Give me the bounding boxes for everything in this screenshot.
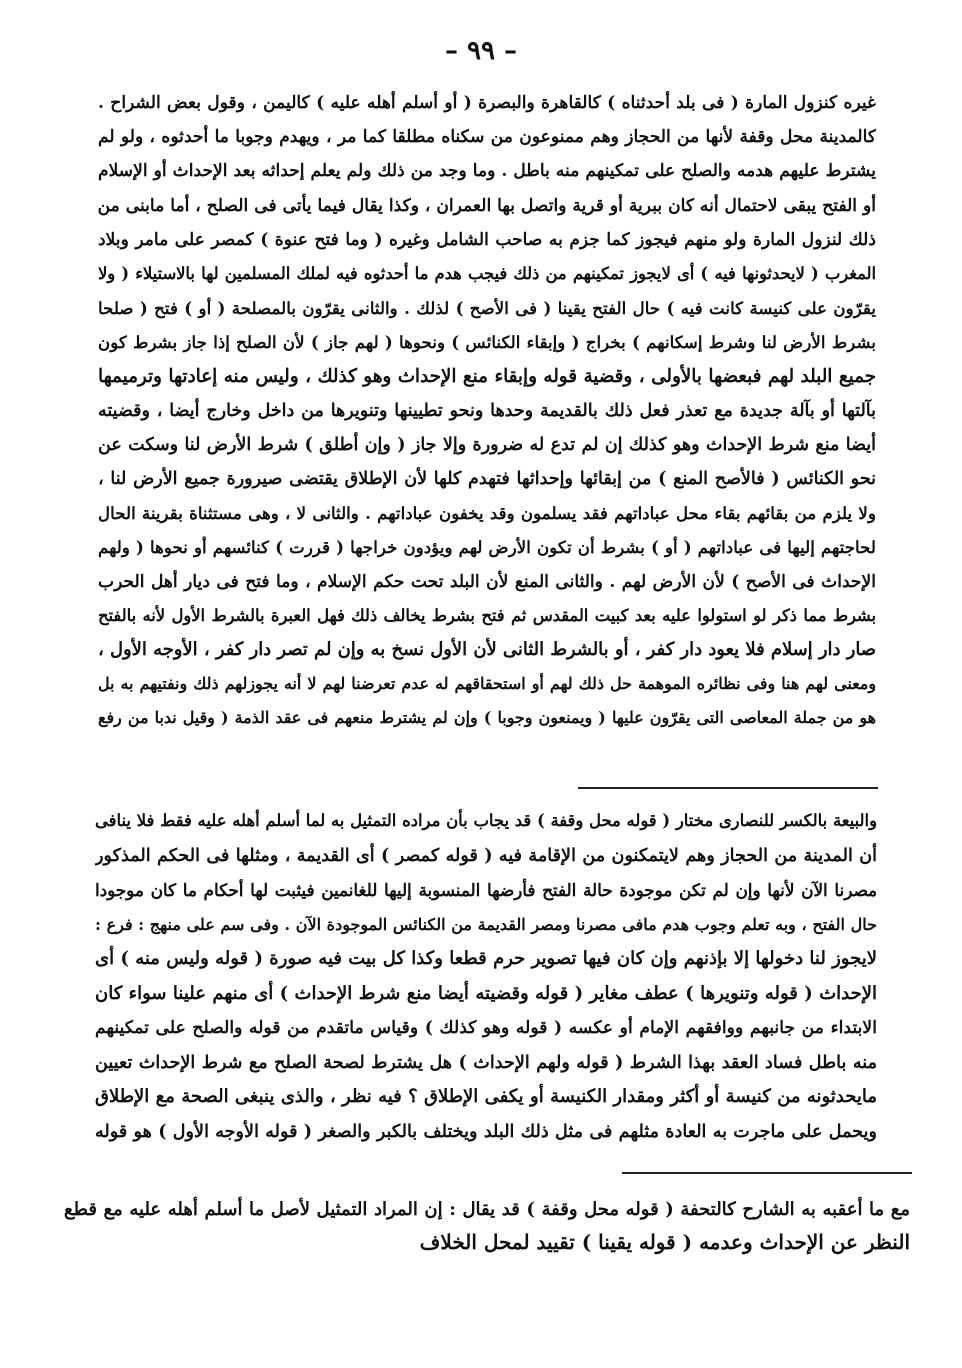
commentary-line: مصرنا الآن لأنها وإن لم تكن موجودة حالة الفتح فأرضها المنسوبة إليها للغانمين فيثبت لها أحكام ما كان موجودا (95, 880, 877, 900)
secondary-line: مع ما أعقبه به الشارح كالتحفة ( قوله محل وقفة ) قد يقال : إن المراد التمثيل لأصل ما أسلم أهله عليه مع قطع (64, 1199, 910, 1220)
commentary-line: منه باطل فساد العقد بهذا الشرط ( قوله ولهم الإحداث ) هل يشترط لصحة الصلح مع شرط الإحداث تعيين (95, 1051, 877, 1073)
main-text (98, 86, 876, 736)
main-line: نحو الكنائس ( فالأصح المنع ) من إبقائها وإحداثها فتهدم كلها لأن الإطلاق يقتضى صيرورة جميع الأرض لنا ، (98, 469, 876, 490)
secondary-notes (64, 1194, 910, 1258)
commentary-line: أن المدينة من الحجاز وهم لايتمكنون من الإقامة فيه ( قوله كمصر ) أى القديمة ، ومثلها فى الحكم المذكور (95, 844, 877, 866)
main-line: يشترط عليهم هدمه والصلح على تمكينهم منه باطل . وما وجد من ذلك ولم يعلم إحداثه بعد الإحداث أو الإسلام (98, 161, 876, 182)
main-line: بآلتها أو بآلة جديدة مع تعذر فعل ذلك بالقديمة وحدها ونحو تطيينها وتنويرها من داخل وخارج أيضا ، وقضيته (98, 400, 876, 421)
main-line: بشرط الأرض لنا وشرط إسكانهم ) بخراج ( وإبقاء الكنائس ) ونحوها ( لهم جاز ) لأن الصلح إذا جاز بشرط كون (98, 332, 876, 353)
page-number: – ٩٩ – (444, 36, 518, 66)
main-line: هو من جملة المعاصى التى يقرّون عليها ( ويمنعون وجوبا ) وإن لم يشترط منعهم فى عقد الذمة ( وقيل ندبا من رفع (98, 708, 876, 728)
main-line: ذلك لنزول المارة ولو منهم فيجوز كما جزم به صاحب الشامل وغيره ( وما فتح عنوة ) كمصر على مامر وبلاد (98, 229, 876, 250)
main-line: غيره كنزول المارة ( فى بلد أحدثناه ) كالقاهرة والبصرة ( أو أسلم أهله عليه ) كاليمن ، وقول بعض الشراح . (98, 93, 876, 113)
main-line: جميع البلد لهم فبعضها بالأولى ، وقضية قوله وإبقاء منع الإحداث وهو كذلك ، وليس منه إعادتها وترميمها (98, 365, 876, 387)
commentary-notes (95, 804, 877, 1149)
commentary-line: الإحداث ( قوله وتنويرها ) عطف مغاير ( قوله وقضيته أيضا منع شرط الإحداث ) أى منهم علينا سواء كان (95, 982, 877, 1004)
commentary-line: ويحمل على ماجرت به العادة مثلهم فى مثل ذلك البلد ويختلف بالكبر والصغر ( قوله الأوجه الأول ) هو قوله (95, 1120, 877, 1142)
main-line: يقرّون على كنيسة كانت فيه ) حال الفتح يقينا ( فى الأصح ) لذلك . والثانى يقرّون بالمصلحة ( أو ) فتح ( صلحا (98, 298, 876, 319)
commentary-line: الابتداء من جانبهم ووافقهم الإمام أو عكسه ( قوله وهو كذلك ) وقياس ماتقدم من قوله والصلح على تمكينهم (95, 1018, 877, 1038)
second-footnote-divider (622, 1172, 912, 1174)
commentary-line: حال الفتح ، وبه تعلم وجوب هدم مافى مصرنا ومصر القديمة من الكنائس الموجودة الآن . وفى سم على منهج : فرع : (95, 914, 877, 934)
main-line: أو الفتح يبقى لاحتمال أنه كان ببرية أو قرية واتصل بها العمران ، وكذا يقال فيما يأتى فى الصلح ، أما مابنى من (98, 195, 876, 216)
main-line: كالمدينة محل وقفة لأنها من الحجاز وهم ممنوعون من سكناه مطلقا كما مر ، ويهدم وجوبا ما أحدثوه ، ولو لم (98, 127, 876, 148)
main-line: صار دار إسلام فلا يعود دار كفر ، أو بالشرط الثانى لأن الأول نسخ به وإن لم تصر دار كفر ، الأوجه الأول ، (98, 639, 876, 660)
commentary-line: لايجوز لنا دخولها إلا بإذنهم وإن كان فيها تصوير حرم قطعا وكذا كل بيت فيه صورة ( قوله وليس منه ) أى (95, 948, 877, 969)
secondary-line: النظر عن الإحداث وعدمه ( قوله يقينا ) تقييد لمحل الخلاف (419, 1230, 910, 1254)
main-line: ومعنى لهم هنا وفى نظائره الموهمة حل ذلك لهم أو استحقاقهم له عدم تعرضنا لهم لا أنه يجوزلهم ذلك ونفتيهم به بل (98, 674, 876, 694)
main-line: أيضا منع شرط الإحداث وهو كذلك إن لم تدع له ضرورة وإلا جاز ( وإن أطلق ) شرط الأرض لنا وسكت عن (98, 434, 876, 455)
main-line: ولا يلزم من بقائهم بقاء محل عباداتهم فقد يسلمون وقد يخفون عباداتهم . والثانى لا ، وهى مستثناة بقرينة الحال (98, 503, 876, 524)
footnote-divider (578, 787, 878, 789)
commentary-line: مايحدثونه من كنيسة أو أكثر ومقدار الكنيسة أو يكفى الإطلاق ؟ فيه نظر ، والذى ينبغى الصحة مع الإطلاق (95, 1086, 877, 1107)
main-line: المغرب ( لايحدثونها فيه ) أى لايجوز تمكينهم من ذلك فيجب هدم ما أحدثوه فيه لملك المسلمين لها بالاستيلاء ( ولا (98, 263, 876, 283)
main-line: لحاجتهم إليها فى عباداتهم ( أو ) بشرط أن تكون الأرض لهم ويؤدون خراجها ( قررت ) كنائسهم أو نحوها ( ولهم (98, 537, 876, 558)
main-line: بشرط مما ذكر لو استولوا عليه بعد كبيت المقدس ثم فتح بشرط يخالف ذلك فهل العبرة بالشرط الأول لأنه بالفتح (98, 605, 876, 625)
commentary-line: والبيعة بالكسر للنصارى مختار ( قوله محل وقفة ) قد يجاب بأن مراده التمثيل به لما أسلم أهله عليه فقط فلا ينافى (95, 811, 877, 830)
main-line: الإحداث فى الأصح ) لأن الأرض لهم . والثانى المنع لأن البلد تحت حكم الإسلام ، وما فتح فى ديار أهل الحرب (98, 571, 876, 592)
